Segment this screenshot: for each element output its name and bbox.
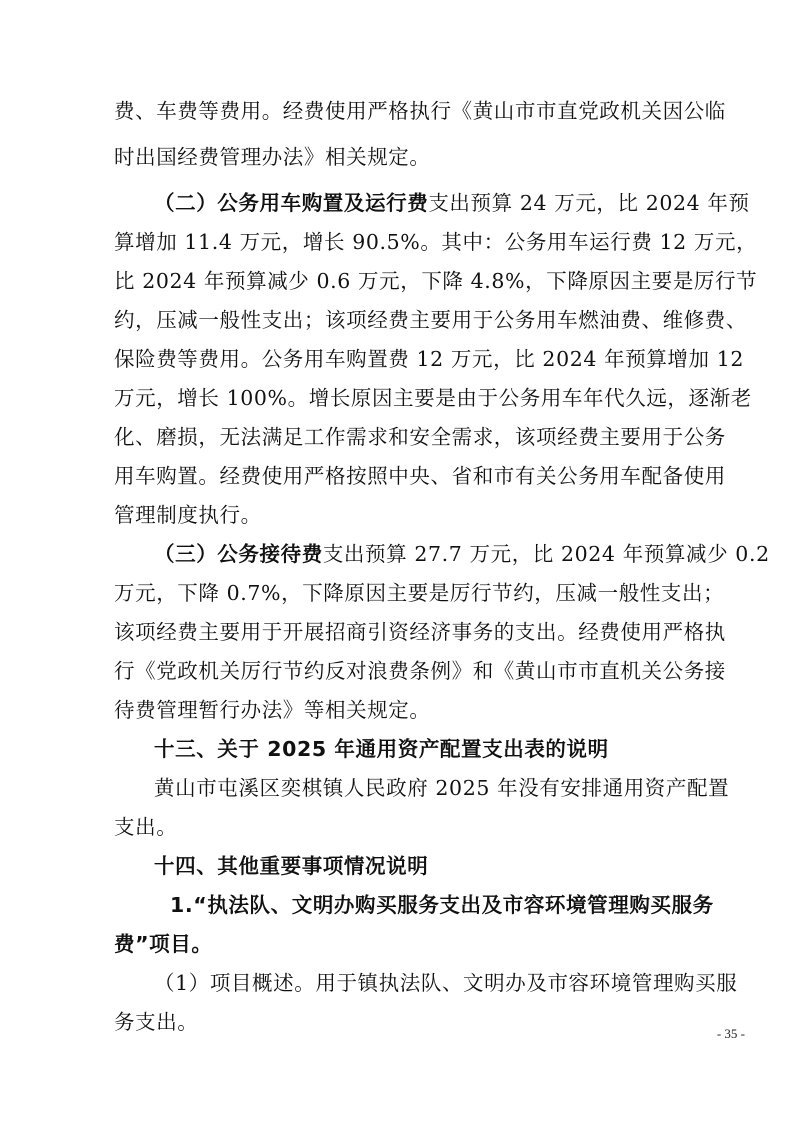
- section-heading-car: （二）公务用车购置及运行费: [154, 191, 429, 215]
- body-text-line: 管理制度执行。: [114, 503, 262, 527]
- body-text-line: 黄山市屯溪区奕棋镇人民政府 2025 年没有安排通用资产配置: [154, 776, 730, 800]
- body-text-line: 务支出。: [114, 1010, 199, 1034]
- body-text-line: 用车购置。经费使用严格按照中央、省和市有关公务用车配备使用: [114, 464, 726, 488]
- body-text-line: 支出。: [114, 815, 178, 839]
- body-text-line: 行《党政机关厉行节约反对浪费条例》和《黄山市市直机关公务接: [114, 659, 726, 683]
- body-text-line: 万元，下降 0.7%，下降原因主要是厉行节约，压减一般性支出；: [114, 581, 725, 605]
- body-text-line: 该项经费主要用于开展招商引资经济事务的支出。经费使用严格执: [114, 620, 726, 644]
- section-paragraph-car: [154, 190, 793, 216]
- body-text-line: 化、磨损，无法满足工作需求和安全需求，该项经费主要用于公务: [114, 425, 726, 449]
- page-number: - 35 -: [716, 1026, 745, 1041]
- section-heading-reception: （三）公务接待费: [154, 542, 323, 566]
- item-heading-1: 1.“执法队、文明办购买服务支出及市容环境管理购买服务: [170, 893, 714, 917]
- body-text-line: 万元，增长 100%。增长原因主要是由于公务用车年代久远，逐渐老: [114, 386, 752, 410]
- body-text-line: （1）项目概述。用于镇执法队、文明办及市容环境管理购买服: [154, 971, 738, 995]
- section-paragraph-reception: [154, 541, 793, 567]
- body-text-line: 费、车费等费用。经费使用严格执行《黄山市市直党政机关因公临: [114, 99, 726, 123]
- section-heading-13: 十三、关于 2025 年通用资产配置支出表的说明: [154, 737, 609, 761]
- section-heading-14: 十四、其他重要事项情况说明: [154, 854, 429, 878]
- body-text-line: 时出国经费管理办法》相关规定。: [114, 145, 431, 169]
- body-text-line: 保险费等费用。公务用车购置费 12 万元，比 2024 年预算增加 12: [114, 347, 745, 371]
- body-text-line: 待费管理暂行办法》等相关规定。: [114, 698, 431, 722]
- body-text-line: 算增加 11.4 万元，增长 90.5%。其中：公务用车运行费 12 万元，: [114, 230, 758, 254]
- item-heading-1-cont: 费”项目。: [114, 932, 213, 956]
- body-text-line: 约，压减一般性支出；该项经费主要用于公务用车燃油费、维修费、: [114, 308, 747, 332]
- body-text-fragment: 支出预算 27.7 万元，比 2024 年预算减少 0.2: [322, 542, 770, 566]
- body-text-line: 比 2024 年预算减少 0.6 万元，下降 4.8%，下降原因主要是厉行节: [114, 269, 758, 293]
- body-text-fragment: 支出预算 24 万元，比 2024 年预: [428, 191, 750, 215]
